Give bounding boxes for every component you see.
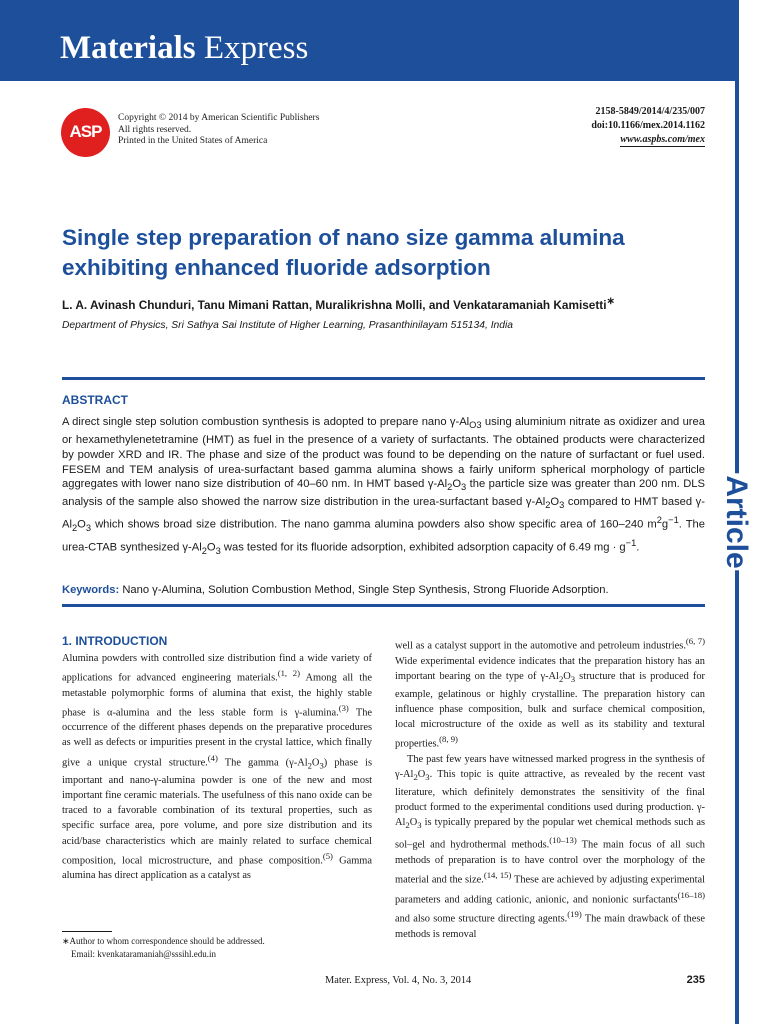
article-title: Single step preparation of nano size gamma alumina exhibiting enhanced fluoride adsorption (62, 225, 625, 280)
paragraph: The past few years have witnessed marked progress in the synthesis of $\gamma-Al_2O_3$. This topic is quite attractive, as revealed by the recent vast literature, which definitely demonstrates the sensitivity of the final product formed to the experimental conditions used during production. $\gamma-Al_2O_3$ is typically prepared by the popular wet chemical methods such as sol–gel and hydrothermal methods.$^{(10-13)}$ The main focus of all such methods of preparation is to have control over the morphology of the material and the size.$^{(14, 15)}$ These are achieved by adjusting experimental parameters and adding cationic, anionic, and nonionic surfactants$^{(16-18)}$ and also some structure directing agents.$^{(19)}$ The main drawback of these methods is removal (395, 753, 706, 940)
authors: L. A. Avinash Chunduri, Tanu Mimani Rattan, Muralikrishna Molli, and Venkataramaniah Kamisetti∗ (62, 296, 615, 312)
author-mark: ∗ (606, 296, 615, 307)
affiliation: Department of Physics, Sri Sathya Sai Institute of Higher Learning, Prasanthinilayam 515134, India (62, 320, 514, 331)
abstract-text: A direct single step solution combustion synthesis is adopted to prepare nano $\gamma-Al_{O3}$ using aluminium nitrate as oxidizer and urea or hexamethylenetetramine (HMT) as fuel in the presence of a variety of surfactants. The obtained products were characterized by powder XRD and IR. The phase and size of the product was found to be depending on the nature of surfactant or fuel used. FESEM and TEM analysis of urea-surfactant based gamma alumina shows a fairly uniform spherical morphology of particle aggregates with lower nano size distribution of 40–60 nm. In HMT based $\gamma-Al_2O_3$ the particle size was greater than 200 nm. DLS analysis of the sample also showed the narrow size distribution in the urea-surfactant based $\gamma-Al_2O_3$ compared to HMT based $\gamma-Al_2O_3$ which shows broad size distribution. The nano gamma alumina powders also show specific area of 160–240 $m^2g^{-1}$. The urea-CTAB synthesized $\gamma-Al_2O_3$ was tested for its fluoride adsorption, exhibited adsorption capacity of 6.49 mg · $g^{-1}$. (62, 416, 705, 557)
body-column-right (395, 634, 705, 942)
footnote-rule (62, 931, 112, 932)
abstract-heading: ABSTRACT (62, 393, 128, 407)
keywords (62, 584, 705, 596)
abstract-rule-bottom (62, 604, 705, 607)
asp-logo: ASP (61, 108, 110, 157)
doi: doi:10.1166/mex.2014.1162 (591, 120, 705, 131)
footnote: ∗Author to whom correspondence should be addressed. Email: kvenkataramaniah@sssihl.edu.in (62, 936, 265, 959)
article-side-label: Article (720, 475, 753, 569)
abstract-rule-top (62, 377, 705, 380)
keywords-text: Nano γ-Alumina, Solution Combustion Method, Single Step Synthesis, Strong Fluoride Adsorption. (122, 584, 609, 596)
article-meta (591, 105, 705, 147)
section-heading-introduction: 1. INTRODUCTION (62, 634, 168, 648)
journal-banner (0, 0, 735, 81)
copyright-block: Copyright © 2014 by American Scientific Publishers All rights reserved. Printed in the United States of America (118, 113, 320, 146)
body-column-left: Alumina powders with controlled size distribution find a wide variety of applications for advanced engineering materials.$^{(1, 2)}$ Among all the metastable polymorphic forms of alumina that exist, the highly stable phase is α-alumina and the less stable form is γ-alumina.$^{(3)}$ The occurrence of the different phases depends on the preparative procedures as well as defects or impurities present in the crystal lattice, which finally give a unique crystal structure.$^{(4)}$ The gamma $(\gamma-Al_2O_3)$ phase is important and nano-γ-alumina powder is one of the new and most important fine ceramic materials. The usefulness of this nano oxide can be traced to a favorable combination of its textural properties, such as specific surface area, pore volume, and pore size distribution and its acid/base characteristics which are mainly related to surface chemical composition, local microstructure, and phase composition.$^{(5)}$ Gamma alumina has direct application as a catalyst as (62, 653, 372, 882)
issn: 2158-5849/2014/4/235/007 (595, 106, 705, 117)
footer-citation: Mater. Express, Vol. 4, No. 3, 2014 (325, 975, 472, 986)
keywords-label: Keywords: (62, 584, 120, 596)
journal-url[interactable]: www.aspbs.com/mex (620, 134, 705, 145)
paragraph: well as a catalyst support in the automotive and petroleum industries.$^{(6, 7)}$ Wide experimental evidence indicates that the preparation history has an important bearing on the type of $\gamma-Al_2O_3$ structure that is produced for example, gelatinous or highly crystalline. The preparation history can influence phase composition, bulk and surface chemical composition, local microstructure of the oxide as well as its stability and textural properties.$^{(8, 9)}$ (395, 636, 705, 750)
journal-title: Materials Express (60, 30, 309, 66)
page-number: 235 (686, 974, 705, 986)
